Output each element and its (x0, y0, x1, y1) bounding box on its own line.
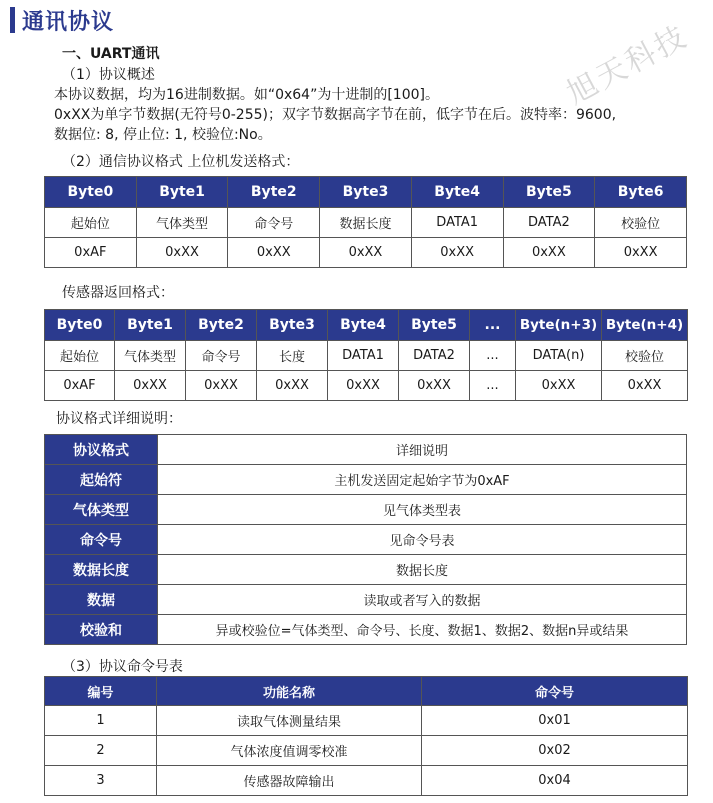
detail-key: 协议格式 (45, 435, 158, 465)
format-heading: （2）通信协议格式 上位机发送格式： (62, 154, 300, 170)
detail-value: 主机发送固定起始字节为0xAF (158, 465, 687, 495)
table-row (45, 706, 688, 736)
header-cell: ... (470, 310, 516, 341)
overview-line-1: 本协议数据，均为16进制数据。如“0x64”为十进制的[100]。 (54, 87, 439, 103)
table-cell: 0xXX (328, 371, 399, 401)
detail-key: 校验和 (45, 615, 158, 645)
table-row (45, 736, 688, 766)
header-cell: Byte0 (45, 310, 115, 341)
table-cell: 0xXX (320, 238, 412, 268)
overview-line-3: 数据位: 8, 停止位: 1, 校验位:No。 (54, 127, 272, 143)
table-row (45, 525, 687, 555)
table-cell: 起始位 (45, 208, 137, 238)
table-cell: 气体类型 (115, 341, 186, 371)
table-cell: 0xXX (516, 371, 602, 401)
table-cell: 0xXX (136, 238, 228, 268)
header-cell: 功能名称 (157, 677, 422, 706)
header-cell: Byte0 (45, 177, 137, 208)
table-cell: 气体类型 (136, 208, 228, 238)
table-cell: 0xXX (411, 238, 503, 268)
header-cell: Byte4 (328, 310, 399, 341)
detail-value: 数据长度 (158, 555, 687, 585)
table-cell: 0xXX (115, 371, 186, 401)
header-cell: Byte3 (320, 177, 412, 208)
detail-heading: 协议格式详细说明： (56, 411, 182, 427)
table-cell: 0x02 (422, 736, 688, 766)
header-cell: Byte1 (115, 310, 186, 341)
table-cell: DATA(n) (516, 341, 602, 371)
table-cell: 0x04 (422, 766, 688, 796)
table-cell: ... (470, 371, 516, 401)
table-cell: 0xXX (503, 238, 595, 268)
table-cell: 3 (45, 766, 157, 796)
table-row (45, 371, 688, 401)
table-cell: 0xXX (399, 371, 470, 401)
table-row (45, 435, 687, 465)
header-cell: Byte3 (257, 310, 328, 341)
header-cell: Byte6 (595, 177, 687, 208)
table-row (45, 341, 688, 371)
table-cell: DATA1 (328, 341, 399, 371)
table-cell: 气体浓度值调零校准 (157, 736, 422, 766)
table-cell: DATA2 (399, 341, 470, 371)
table-row (45, 615, 687, 645)
page-title: 通讯协议 (22, 10, 115, 35)
header-cell: Byte(n+4) (602, 310, 688, 341)
table-cell: DATA1 (411, 208, 503, 238)
table-cell: 0xXX (257, 371, 328, 401)
table-cell: 0xXX (595, 238, 687, 268)
header-cell: Byte2 (228, 177, 320, 208)
command-table (44, 676, 688, 796)
watermark: 旭天科技 (561, 18, 695, 112)
overview-heading: （1）协议概述 (62, 67, 155, 83)
send-format-table (44, 176, 687, 268)
table-cell: DATA2 (503, 208, 595, 238)
table-cell: 起始位 (45, 341, 115, 371)
table-row (45, 208, 687, 238)
commands-heading: （3）协议命令号表 (62, 659, 183, 675)
table-cell: 传感器故障输出 (157, 766, 422, 796)
table-row (45, 585, 687, 615)
detail-value: 见气体类型表 (158, 495, 687, 525)
table-cell: 命令号 (186, 341, 257, 371)
section-heading-uart: 一、UART通讯 (62, 46, 160, 62)
detail-key: 数据长度 (45, 555, 158, 585)
table-row (45, 766, 688, 796)
header-cell: Byte5 (503, 177, 595, 208)
title-accent-bar (10, 7, 15, 33)
table-row (45, 495, 687, 525)
header-cell: 编号 (45, 677, 157, 706)
header-cell: Byte(n+3) (516, 310, 602, 341)
table-cell: 0xXX (602, 371, 688, 401)
header-cell: Byte5 (399, 310, 470, 341)
detail-key: 命令号 (45, 525, 158, 555)
detail-value: 读取或者写入的数据 (158, 585, 687, 615)
detail-value: 详细说明 (158, 435, 687, 465)
header-cell: Byte2 (186, 310, 257, 341)
return-format-heading: 传感器返回格式： (62, 285, 174, 301)
header-cell: Byte4 (411, 177, 503, 208)
header-cell: Byte1 (136, 177, 228, 208)
return-format-table (44, 309, 688, 401)
detail-key: 数据 (45, 585, 158, 615)
table-cell: 0xAF (45, 371, 115, 401)
table-cell: 1 (45, 706, 157, 736)
table-row (45, 238, 687, 268)
table-header-row (45, 177, 687, 208)
table-cell: 0xAF (45, 238, 137, 268)
table-cell: 校验位 (595, 208, 687, 238)
detail-value: 异或校验位=气体类型、命令号、长度、数据1、数据2、数据n异或结果 (158, 615, 687, 645)
table-cell: 2 (45, 736, 157, 766)
table-cell: 读取气体测量结果 (157, 706, 422, 736)
detail-value: 见命令号表 (158, 525, 687, 555)
protocol-detail-table (44, 434, 687, 645)
table-cell: 长度 (257, 341, 328, 371)
table-row (45, 555, 687, 585)
table-header-row (45, 677, 688, 706)
detail-key: 气体类型 (45, 495, 158, 525)
table-cell: 0xXX (186, 371, 257, 401)
detail-key: 起始符 (45, 465, 158, 495)
table-cell: 校验位 (602, 341, 688, 371)
table-cell: 命令号 (228, 208, 320, 238)
table-header-row (45, 310, 688, 341)
table-cell: ... (470, 341, 516, 371)
table-cell: 0x01 (422, 706, 688, 736)
table-cell: 0xXX (228, 238, 320, 268)
table-row (45, 465, 687, 495)
header-cell: 命令号 (422, 677, 688, 706)
overview-line-2: 0xXX为单字节数据(无符号0-255)；双字节数据高字节在前，低字节在后。波特率：9600, (54, 107, 617, 123)
table-cell: 数据长度 (320, 208, 412, 238)
